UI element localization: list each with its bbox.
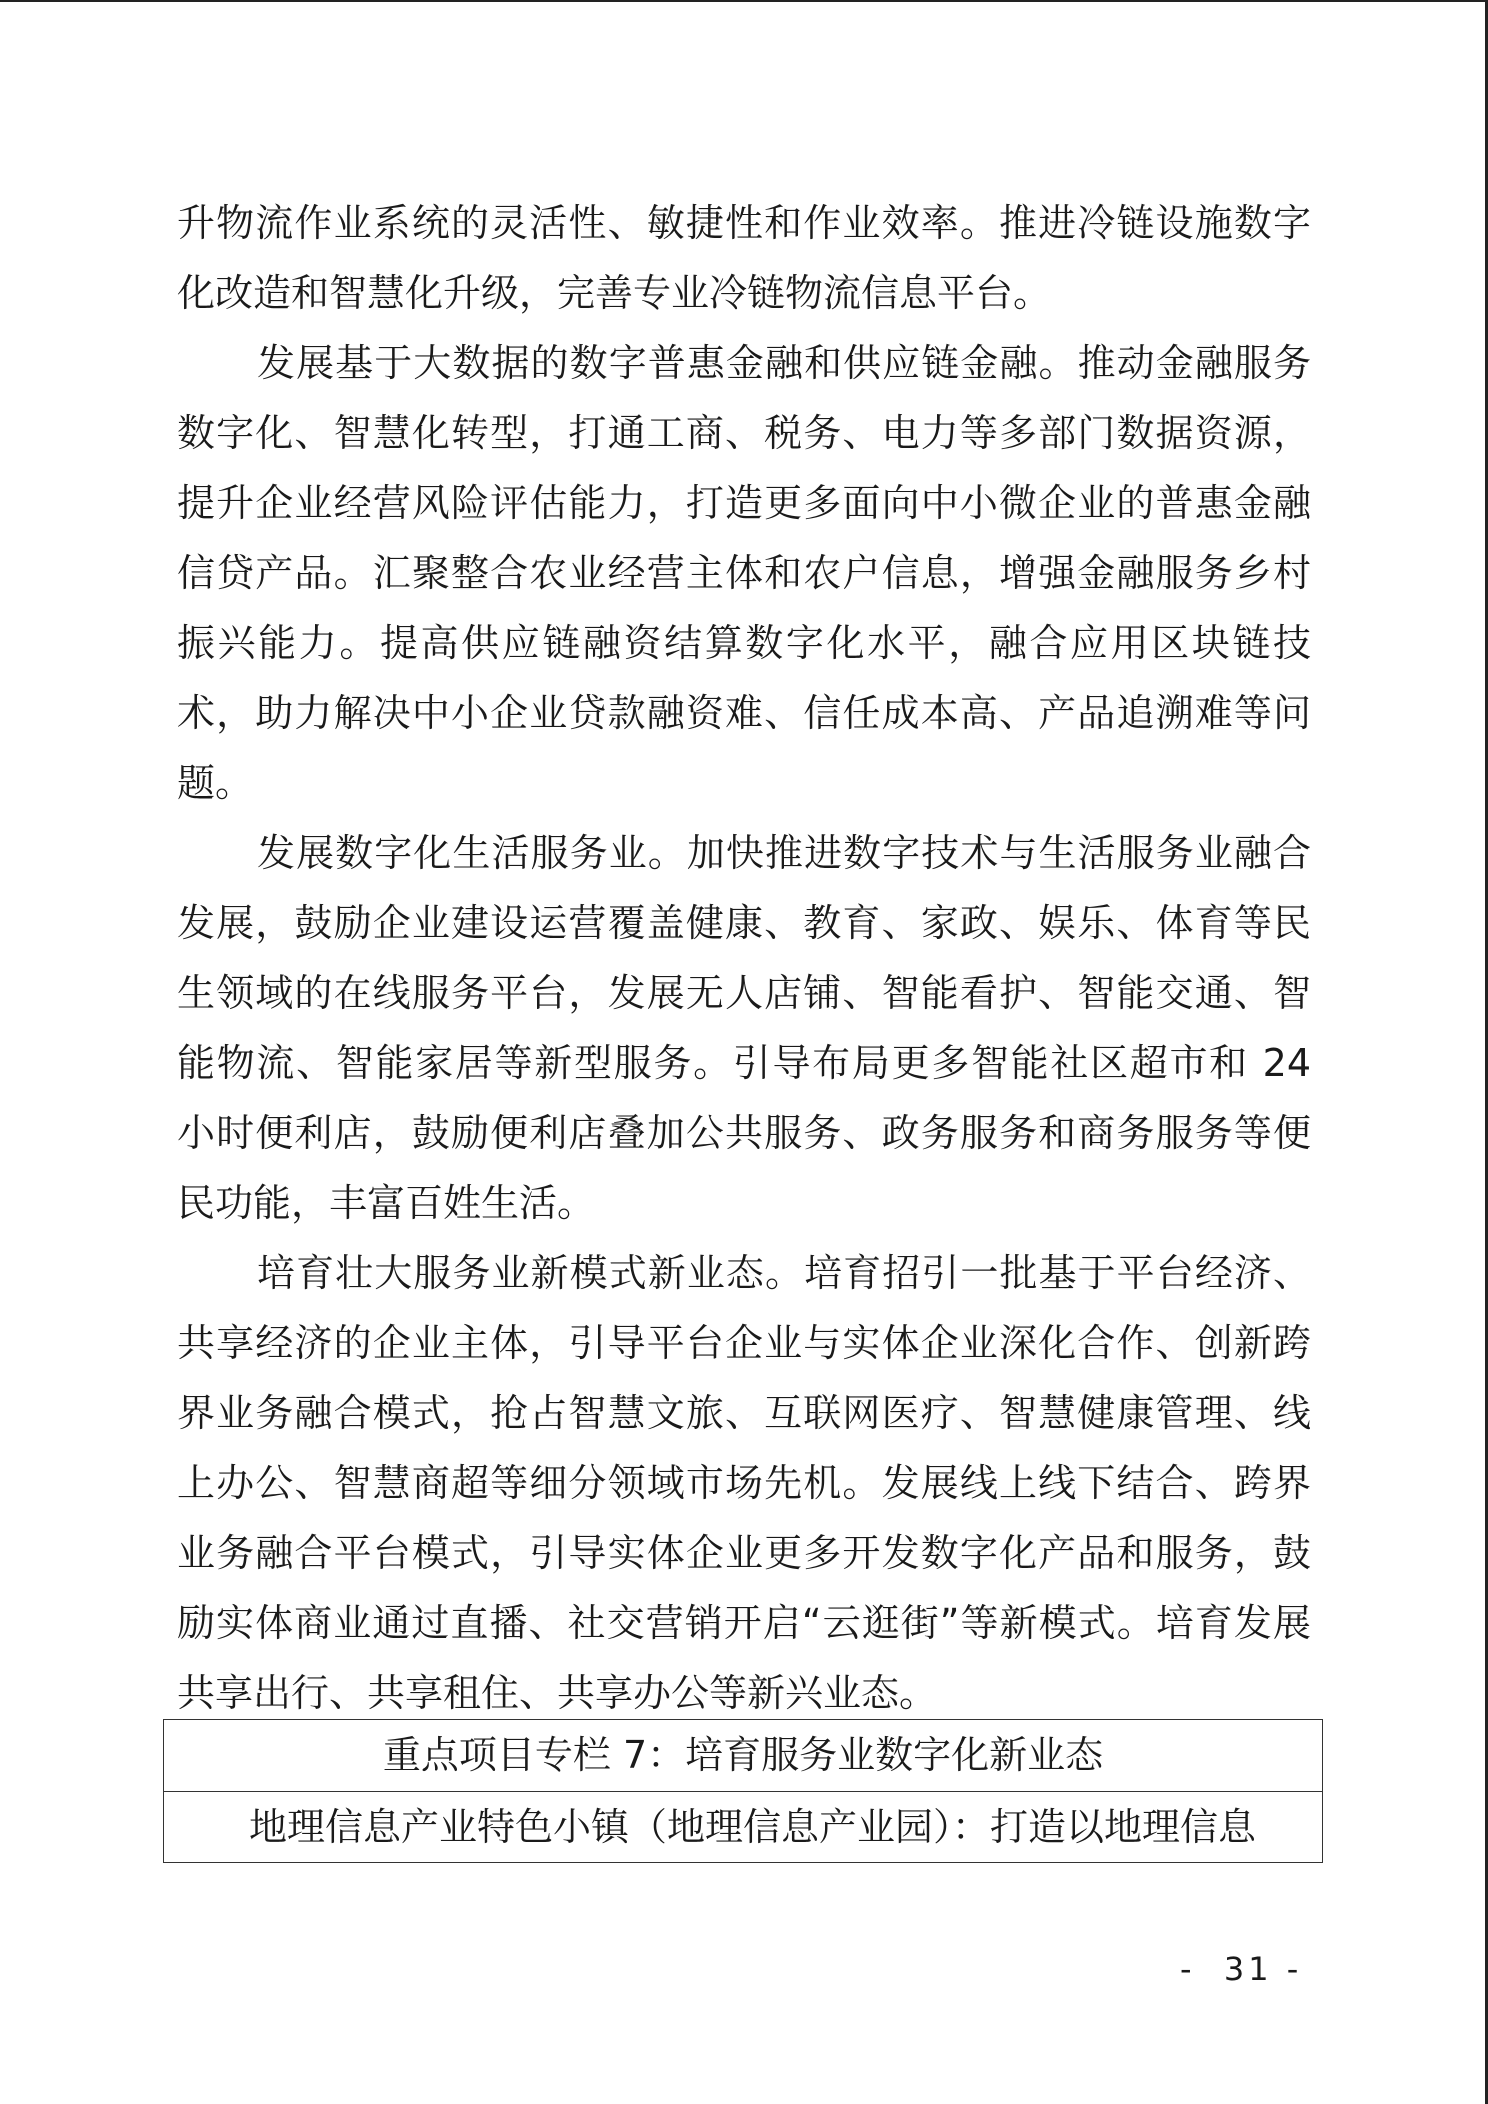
paragraph-digital-finance: 发展基于大数据的数字普惠金融和供应链金融。推动金融服务数字化、智慧化转型，打通工商、税务、电力等多部门数据资源，提升企业经营风险评估能力，打造更多面向中小微企业的普惠金融信贷产品。汇聚整合农业经营主体和农户信息，增强金融服务乡村振兴能力。提高供应链融资结算数字化水平，融合应用区块链技术，助力解决中小企业贷款融资难、信任成本高、产品追溯难等问题。 — [177, 341, 1311, 805]
body-text — [177, 188, 1311, 1728]
page-number: - 31 - — [1180, 1950, 1303, 1988]
key-project-column-box — [163, 1719, 1323, 1863]
paragraph-continuation: 升物流作业系统的灵活性、敏捷性和作业效率。推进冷链设施数字化改造和智慧化升级，完善专业冷链物流信息平台。 — [177, 201, 1311, 315]
page-top-border — [0, 0, 1488, 2]
project-box-title: 重点项目专栏 7：培育服务业数字化新业态 — [164, 1720, 1322, 1792]
paragraph-new-business-models: 培育壮大服务业新模式新业态。培育招引一批基于平台经济、共享经济的企业主体，引导平台企业与实体企业深化合作、创新跨界业务融合模式，抢占智慧文旅、互联网医疗、智慧健康管理、线上办公、智慧商超等细分领域市场先机。发展线上线下结合、跨界业务融合平台模式，引导实体企业更多开发数字化产品和服务，鼓励实体商业通过直播、社交营销开启“云逛街”等新模式。培育发展共享出行、共享租住、共享办公等新兴业态。 — [177, 1251, 1311, 1715]
paragraph-digital-life-services: 发展数字化生活服务业。加快推进数字技术与生活服务业融合发展，鼓励企业建设运营覆盖健康、教育、家政、娱乐、体育等民生领域的在线服务平台，发展无人店铺、智能看护、智能交通、智能物流、智能家居等新型服务。引导布局更多智能社区超市和 24 小时便利店，鼓励便利店叠加公共服务、政务服务和商务服务等便民功能，丰富百姓生活。 — [177, 831, 1311, 1225]
project-box-first-row: 地理信息产业特色小镇（地理信息产业园）：打造以地理信息 — [249, 1805, 1257, 1849]
